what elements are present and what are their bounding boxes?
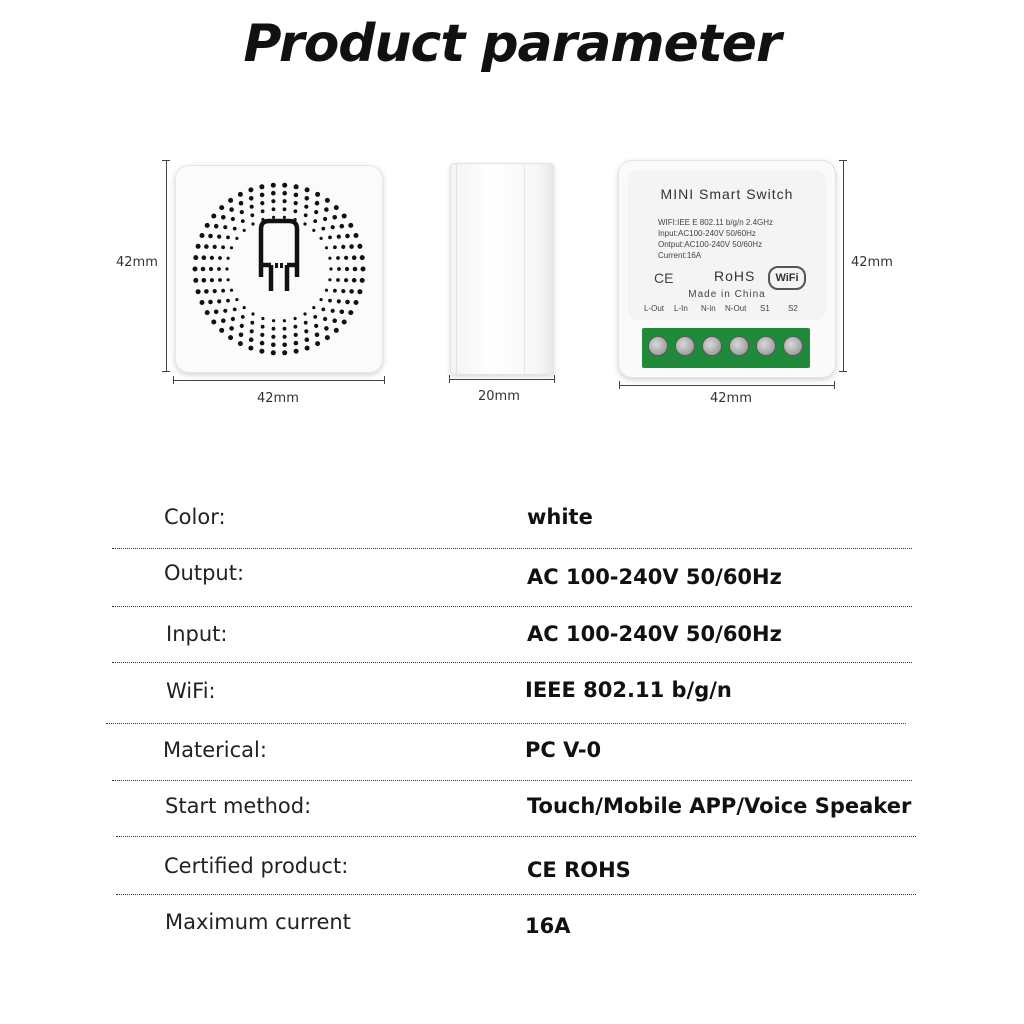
speaker-dot — [271, 183, 276, 188]
spec-value: IEEE 802.11 b/g/n — [525, 678, 732, 702]
speaker-dot — [334, 328, 339, 333]
speaker-dot — [261, 317, 264, 320]
speaker-dot — [213, 245, 217, 249]
speaker-dot — [226, 236, 230, 240]
speaker-dot — [315, 341, 320, 346]
speaker-dot — [324, 326, 329, 331]
speaker-dot — [294, 341, 299, 346]
speaker-dot — [235, 298, 238, 301]
dimension-tick — [449, 375, 450, 383]
speaker-dot — [249, 196, 254, 201]
speaker-dot — [259, 349, 264, 354]
spec-label: Materical: — [163, 738, 267, 762]
speaker-dot — [304, 329, 308, 333]
speaker-dot — [313, 315, 317, 319]
terminal-label: L-In — [674, 304, 688, 313]
speaker-dot — [201, 267, 206, 272]
speaker-dot — [193, 255, 198, 260]
screw-icon — [648, 336, 668, 356]
speaker-dot — [248, 187, 253, 192]
speaker-dot — [202, 255, 207, 260]
speaker-dot — [204, 244, 209, 249]
speaker-dot — [320, 298, 323, 301]
speaker-dot — [325, 198, 330, 203]
speaker-dot — [304, 213, 308, 217]
speaker-dot — [354, 300, 359, 305]
speaker-dot — [259, 184, 264, 189]
terminal-label: S1 — [760, 304, 770, 313]
speaker-dot — [248, 346, 253, 351]
speaker-dot — [341, 245, 345, 249]
dimension-tick — [834, 381, 835, 389]
speaker-dot — [205, 223, 210, 228]
speaker-dot — [229, 207, 234, 212]
speaker-dot-pattern — [175, 165, 383, 373]
speaker-dot — [227, 257, 230, 260]
side-edge — [456, 163, 457, 375]
speaker-dot — [228, 198, 233, 203]
speaker-dot — [219, 205, 224, 210]
speaker-dot — [315, 201, 320, 206]
speaker-dot — [315, 333, 320, 338]
speaker-dot — [331, 225, 335, 229]
speaker-dot — [250, 213, 254, 217]
front-width-dimension-line — [173, 380, 385, 381]
speaker-dot — [325, 246, 328, 249]
speaker-dot — [303, 222, 306, 225]
screw-icon — [783, 336, 803, 356]
speaker-dot — [331, 309, 335, 313]
speaker-dot — [271, 335, 275, 339]
speaker-dot — [294, 209, 298, 213]
speaker-dot — [230, 289, 233, 292]
speaker-dot — [342, 320, 347, 325]
speaker-dot — [282, 350, 287, 355]
back-device-image — [618, 160, 836, 378]
speaker-dot — [282, 183, 287, 188]
speaker-dot — [354, 233, 359, 238]
speaker-dot — [241, 219, 245, 223]
dimension-tick — [554, 375, 555, 383]
speaker-dot — [251, 222, 254, 225]
speaker-dot — [260, 341, 265, 346]
speaker-dot — [231, 217, 235, 221]
device-spec-line: WIFI:IEE E 802.11 b/g/n 2.4GHz — [658, 218, 774, 227]
spec-label: WiFi: — [166, 679, 216, 703]
dimension-tick — [162, 371, 170, 372]
speaker-dot — [341, 289, 345, 293]
spec-label: Output: — [164, 561, 245, 585]
speaker-dot — [260, 201, 264, 205]
speaker-dot — [209, 267, 213, 271]
speaker-dot — [210, 256, 214, 260]
spec-label: Input: — [166, 622, 228, 646]
speaker-dot — [217, 299, 221, 303]
speaker-dot — [361, 267, 366, 272]
speaker-dot — [337, 235, 341, 239]
spec-value: CE ROHS — [527, 858, 631, 882]
speaker-dot — [294, 333, 298, 337]
speaker-dot — [214, 224, 219, 229]
spec-label: Color: — [164, 505, 226, 529]
speaker-dot — [334, 205, 339, 210]
speaker-dot — [250, 321, 254, 325]
speaker-dot — [214, 310, 219, 315]
speaker-dot — [221, 318, 226, 323]
made-in-label: Made in China — [688, 289, 766, 300]
speaker-dot — [328, 236, 332, 240]
speaker-dot — [283, 335, 287, 339]
back-width-label: 42mm — [710, 391, 752, 406]
speaker-dot — [227, 278, 230, 281]
dimension-tick — [839, 371, 847, 372]
speaker-dot — [323, 317, 327, 321]
speaker-dot — [260, 193, 265, 198]
speaker-dot — [221, 245, 225, 249]
speaker-dot — [345, 267, 349, 271]
speaker-dot — [348, 310, 353, 315]
speaker-dot — [357, 244, 362, 249]
speaker-dot — [211, 214, 216, 219]
spec-value: AC 100-240V 50/60Hz — [527, 622, 782, 646]
speaker-dot — [282, 191, 287, 196]
speaker-dot — [304, 321, 308, 325]
spec-label: Start method: — [165, 794, 312, 818]
speaker-dot — [325, 289, 328, 292]
spec-label: Certified product: — [164, 854, 349, 878]
back-height-dimension-line — [843, 160, 844, 372]
speaker-dot — [325, 335, 330, 340]
screw-icon — [675, 336, 695, 356]
speaker-dot — [294, 193, 299, 198]
speaker-dot — [235, 237, 238, 240]
speaker-dot — [208, 300, 213, 305]
speaker-dot — [221, 215, 226, 220]
screw-icon — [702, 336, 722, 356]
side-width-dimension-line — [449, 379, 555, 380]
speaker-dot — [320, 237, 323, 240]
speaker-dot — [272, 319, 275, 322]
speaker-dot — [226, 299, 230, 303]
speaker-dot — [243, 229, 246, 232]
speaker-dot — [314, 324, 318, 328]
speaker-dot — [352, 255, 357, 260]
front-height-dimension-line — [166, 160, 167, 372]
speaker-dot — [225, 267, 228, 270]
speaker-dot — [328, 257, 331, 260]
terminal-label: S2 — [788, 304, 798, 313]
wifi-logo-icon: WiFi — [768, 266, 806, 290]
row-divider — [116, 836, 916, 837]
dimension-tick — [619, 381, 620, 389]
speaker-dot — [240, 324, 244, 328]
speaker-dot — [218, 278, 222, 282]
speaker-dot — [272, 216, 275, 219]
speaker-dot — [243, 306, 246, 309]
speaker-dot — [305, 337, 310, 342]
speaker-dot — [202, 278, 207, 283]
speaker-dot — [348, 223, 353, 228]
speaker-dot — [240, 210, 244, 214]
speaker-dot — [315, 192, 320, 197]
spec-value: Touch/Mobile APP/Voice Speaker — [527, 794, 912, 818]
speaker-dot — [340, 310, 345, 315]
back-width-dimension-line — [619, 385, 835, 386]
speaker-dot — [239, 201, 244, 206]
speaker-dot — [261, 209, 265, 213]
speaker-dot — [344, 256, 348, 260]
speaker-dot — [304, 205, 308, 209]
speaker-dot — [213, 289, 217, 293]
speaker-dot — [336, 256, 340, 260]
speaker-dot — [229, 326, 234, 331]
speaker-dot — [321, 308, 325, 312]
device-spec-line: Current:16A — [658, 251, 702, 260]
speaker-dot — [305, 346, 310, 351]
dimension-tick — [384, 376, 385, 384]
speaker-dot — [231, 317, 235, 321]
speaker-dot — [250, 205, 254, 209]
speaker-dot — [211, 320, 216, 325]
speaker-dot — [328, 278, 331, 281]
speaker-dot — [328, 299, 332, 303]
speaker-dot — [283, 199, 287, 203]
speaker-dot — [345, 234, 350, 239]
speaker-dot — [233, 227, 237, 231]
speaker-dot — [241, 315, 245, 319]
speaker-dot — [314, 210, 318, 214]
page-title: Product parameter — [243, 14, 781, 74]
speaker-dot — [193, 267, 198, 272]
speaker-dot — [272, 207, 276, 211]
row-divider — [116, 894, 916, 895]
rohs-mark: RoHS — [714, 268, 756, 284]
speaker-dot — [332, 318, 337, 323]
speaker-dot — [271, 199, 275, 203]
spec-value: white — [527, 505, 593, 529]
device-spec-line: Ontput:AC100-240V 50/60Hz — [658, 240, 763, 249]
speaker-dot — [312, 229, 315, 232]
speaker-dot — [360, 255, 365, 260]
row-divider — [112, 548, 912, 549]
speaker-dot — [228, 335, 233, 340]
speaker-dot — [349, 289, 354, 294]
speaker-dot — [238, 192, 243, 197]
screw-icon — [729, 336, 749, 356]
device-spec-line: Input:AC100-240V 50/60Hz — [658, 229, 756, 238]
speaker-dot — [360, 278, 365, 283]
speaker-dot — [223, 225, 227, 229]
dimension-tick — [162, 160, 170, 161]
spec-value: 16A — [525, 914, 571, 938]
ce-mark: CE — [654, 270, 674, 286]
speaker-dot — [250, 329, 254, 333]
speaker-dot — [271, 350, 276, 355]
speaker-dot — [283, 319, 286, 322]
row-divider — [112, 662, 912, 663]
speaker-dot — [251, 312, 254, 315]
front-device-image — [175, 165, 383, 373]
speaker-dot — [193, 278, 198, 283]
speaker-dot — [204, 289, 209, 294]
speaker-dot — [332, 215, 337, 220]
row-divider — [112, 780, 912, 781]
dimension-tick — [839, 160, 847, 161]
row-divider — [106, 723, 906, 724]
speaker-dot — [305, 196, 310, 201]
speaker-dot — [353, 267, 358, 272]
speaker-dot — [283, 207, 287, 211]
speaker-dot — [303, 312, 306, 315]
speaker-dot — [345, 300, 350, 305]
spec-label: Maximum current — [165, 910, 351, 934]
terminal-label: N-Out — [725, 304, 747, 313]
speaker-dot — [238, 341, 243, 346]
speaker-dot — [208, 234, 213, 239]
speaker-dot — [217, 235, 221, 239]
speaker-dot — [340, 224, 345, 229]
speaker-dot — [260, 333, 264, 337]
side-width-label: 20mm — [478, 389, 520, 404]
speaker-dot — [239, 333, 244, 338]
speaker-dot — [336, 278, 340, 282]
speaker-dot — [321, 227, 325, 231]
speaker-dot — [282, 343, 287, 348]
device-label-title: MINI Smart Switch — [660, 186, 794, 202]
speaker-dot — [333, 289, 337, 293]
speaker-dot — [323, 217, 327, 221]
speaker-dot — [312, 306, 315, 309]
front-height-label: 42mm — [116, 255, 158, 270]
speaker-dot — [200, 300, 205, 305]
speaker-dot — [196, 244, 201, 249]
speaker-dot — [221, 289, 225, 293]
speaker-dot — [305, 187, 310, 192]
speaker-dot — [217, 267, 221, 271]
speaker-dot — [283, 216, 286, 219]
speaker-dot — [261, 325, 265, 329]
terminal-label: N-in — [701, 304, 716, 313]
speaker-dot — [271, 343, 276, 348]
speaker-dot — [294, 325, 298, 329]
speaker-dot — [233, 308, 237, 312]
spec-value: AC 100-240V 50/60Hz — [527, 565, 782, 589]
speaker-dot — [342, 214, 347, 219]
row-divider — [112, 606, 912, 607]
speaker-dot — [329, 267, 332, 270]
speaker-dot — [324, 207, 329, 212]
speaker-dot — [272, 327, 276, 331]
back-height-label: 42mm — [851, 255, 893, 270]
speaker-dot — [294, 317, 297, 320]
speaker-dot — [294, 184, 299, 189]
terminal-label: L-Out — [644, 304, 665, 313]
speaker-dot — [294, 201, 298, 205]
speaker-dot — [337, 267, 341, 271]
speaker-dot — [200, 233, 205, 238]
side-edge — [524, 163, 525, 375]
side-device-image — [450, 163, 554, 375]
front-width-label: 42mm — [257, 391, 299, 406]
speaker-dot — [230, 246, 233, 249]
speaker-dot — [283, 327, 287, 331]
speaker-dot — [210, 278, 214, 282]
speaker-dot — [344, 278, 348, 282]
speaker-dot — [333, 245, 337, 249]
spec-value: PC V-0 — [525, 738, 602, 762]
speaker-dot — [337, 299, 341, 303]
speaker-dot — [271, 191, 276, 196]
speaker-dot — [294, 349, 299, 354]
speaker-dot — [357, 289, 362, 294]
speaker-dot — [218, 256, 222, 260]
speaker-dot — [205, 310, 210, 315]
speaker-dot — [313, 219, 317, 223]
speaker-dot — [223, 309, 227, 313]
terminal-block — [642, 328, 810, 368]
speaker-dot — [349, 244, 354, 249]
speaker-dot — [219, 328, 224, 333]
screw-icon — [756, 336, 776, 356]
speaker-dot — [249, 337, 254, 342]
speaker-dot — [196, 289, 201, 294]
speaker-dot — [352, 278, 357, 283]
dimension-tick — [173, 376, 174, 384]
touch-button-icon — [261, 221, 297, 291]
